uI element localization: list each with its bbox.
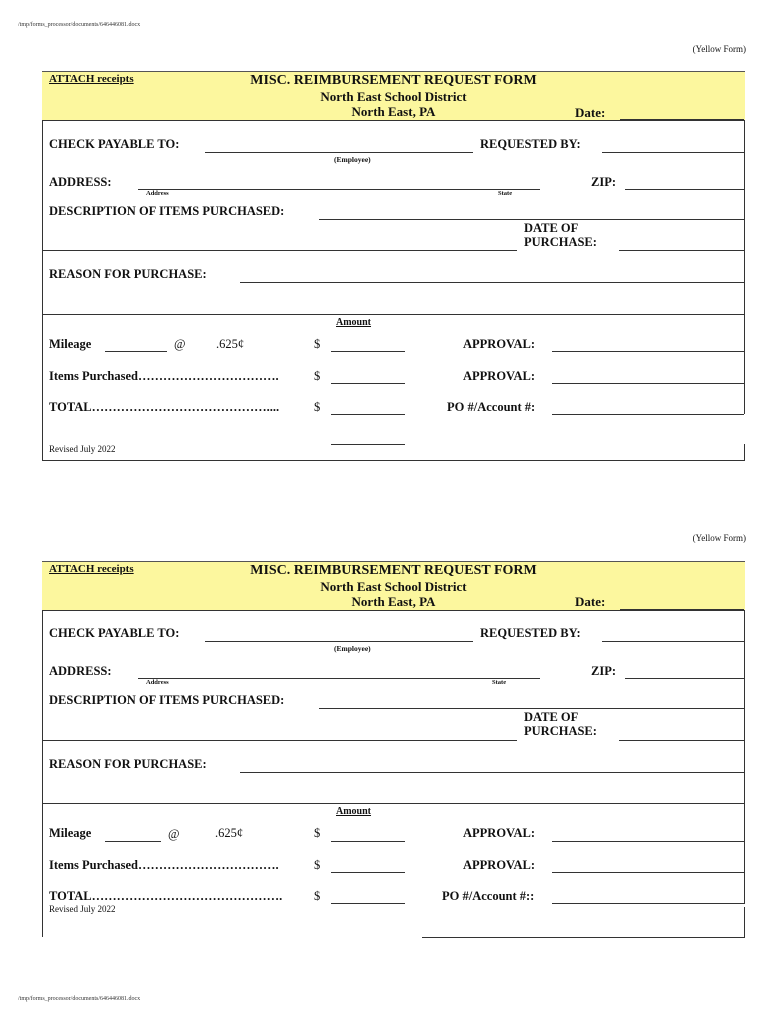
zip-label: ZIP:	[591, 175, 616, 189]
district-location: North East, PA	[351, 104, 436, 119]
divider	[42, 610, 745, 611]
date-of-label: DATE OF	[524, 710, 579, 724]
form-left-border	[42, 610, 43, 937]
requested-by-field[interactable]	[602, 152, 744, 153]
reason-field[interactable]	[240, 282, 744, 283]
dollar-sign: $	[314, 400, 321, 414]
district-name: North East School District	[320, 89, 467, 104]
purchase-label: PURCHASE:	[524, 724, 597, 738]
revised-note: Revised July 2022	[49, 904, 116, 914]
revised-note: Revised July 2022	[49, 444, 116, 454]
form-right-border	[744, 907, 745, 937]
form-header	[42, 561, 745, 610]
form-color-tag: (Yellow Form)	[692, 44, 746, 54]
form-header	[42, 71, 745, 120]
dollar-sign: $	[314, 337, 321, 351]
state-sublabel: State	[498, 190, 513, 197]
mileage-rate: .625¢	[215, 826, 244, 840]
date-of-purchase-field[interactable]	[619, 250, 744, 251]
mileage-field[interactable]	[105, 351, 167, 352]
approval-label-1: APPROVAL:	[463, 337, 535, 351]
form-left-border	[42, 120, 43, 460]
check-payable-label: CHECK PAYABLE TO:	[49, 137, 180, 151]
district-location: North East, PA	[351, 594, 436, 609]
date-label: Date:	[575, 105, 606, 120]
mileage-label: Mileage	[49, 826, 92, 840]
items-purchased-label: Items Purchased…………………………….	[49, 858, 279, 872]
zip-field[interactable]	[625, 678, 744, 679]
date-of-label: DATE OF	[524, 221, 579, 235]
form-right-border	[744, 444, 745, 460]
items-amount-field[interactable]	[331, 383, 405, 384]
approval-label-2: APPROVAL:	[463, 369, 535, 383]
date-label: Date:	[575, 594, 606, 609]
total-label: TOTAL……………………………………....	[49, 400, 280, 414]
form-bottom-border	[42, 460, 745, 461]
form-bottom-border	[422, 937, 745, 938]
employee-sublabel: (Employee)	[334, 155, 371, 164]
zip-field[interactable]	[625, 189, 744, 190]
form-right-border	[744, 120, 745, 414]
dollar-sign: $	[314, 889, 321, 903]
address-label: ADDRESS:	[49, 664, 112, 678]
description-field-2[interactable]	[42, 250, 517, 251]
purchase-label: PURCHASE:	[524, 235, 597, 249]
state-sublabel: State	[492, 679, 507, 686]
reason-field[interactable]	[240, 772, 744, 773]
reason-label: REASON FOR PURCHASE:	[49, 757, 207, 771]
dollar-sign: $	[314, 369, 321, 383]
description-field[interactable]	[319, 708, 744, 709]
divider	[42, 120, 745, 121]
requested-by-label: REQUESTED BY:	[480, 626, 581, 640]
district-name: North East School District	[320, 579, 467, 594]
requested-by-label: REQUESTED BY:	[480, 137, 581, 151]
extra-amount-field[interactable]	[331, 444, 405, 445]
po-account-label: PO #/Account #::	[442, 889, 535, 903]
amount-heading: Amount	[336, 806, 372, 817]
total-amount-field[interactable]	[331, 414, 405, 415]
check-payable-field[interactable]	[205, 641, 473, 642]
reimbursement-form-1	[42, 71, 745, 463]
check-payable-label: CHECK PAYABLE TO:	[49, 626, 180, 640]
address-sublabel: Address	[146, 679, 169, 686]
address-field[interactable]	[138, 678, 540, 679]
reason-field-2[interactable]	[42, 314, 745, 315]
total-label: TOTAL……………………………………….	[49, 889, 283, 903]
zip-label: ZIP:	[591, 664, 616, 678]
date-of-purchase-field[interactable]	[619, 740, 744, 741]
reimbursement-form-2	[42, 561, 745, 941]
attach-receipts-note: ATTACH receipts	[49, 73, 134, 85]
po-account-field[interactable]	[552, 903, 744, 904]
file-path-header: /tmp/forms_processor/documents/646446081.docx	[18, 22, 141, 28]
description-label: DESCRIPTION OF ITEMS PURCHASED:	[49, 693, 285, 707]
mileage-amount-field[interactable]	[331, 841, 405, 842]
mileage-field[interactable]	[105, 841, 161, 842]
description-label: DESCRIPTION OF ITEMS PURCHASED:	[49, 204, 285, 218]
approval-field-1[interactable]	[552, 841, 744, 842]
employee-sublabel: (Employee)	[334, 644, 371, 653]
approval-label-1: APPROVAL:	[463, 826, 535, 840]
po-account-label: PO #/Account #:	[447, 400, 536, 414]
at-symbol: @	[174, 337, 186, 351]
address-label: ADDRESS:	[49, 175, 112, 189]
form-title: MISC. REIMBURSEMENT REQUEST FORM	[250, 73, 537, 88]
file-path-footer: /tmp/forms_processor/documents/646446081.docx	[18, 996, 141, 1002]
approval-field-2[interactable]	[552, 383, 744, 384]
form-color-tag: (Yellow Form)	[692, 533, 746, 543]
check-payable-field[interactable]	[205, 152, 473, 153]
description-field-2[interactable]	[42, 740, 517, 741]
total-amount-field[interactable]	[331, 903, 405, 904]
items-purchased-label: Items Purchased…………………………….	[49, 369, 279, 383]
po-account-field[interactable]	[552, 414, 744, 415]
mileage-amount-field[interactable]	[331, 351, 405, 352]
dollar-sign: $	[314, 826, 321, 840]
address-field[interactable]	[138, 189, 540, 190]
form-title: MISC. REIMBURSEMENT REQUEST FORM	[250, 563, 537, 578]
approval-field-2[interactable]	[552, 872, 744, 873]
amount-heading: Amount	[336, 317, 372, 328]
reason-field-2[interactable]	[42, 803, 745, 804]
reason-label: REASON FOR PURCHASE:	[49, 267, 207, 281]
mileage-rate: .625¢	[216, 337, 245, 351]
mileage-label: Mileage	[49, 337, 92, 351]
attach-receipts-note: ATTACH receipts	[49, 563, 134, 575]
description-field[interactable]	[319, 219, 744, 220]
approval-field-1[interactable]	[552, 351, 744, 352]
approval-label-2: APPROVAL:	[463, 858, 535, 872]
items-amount-field[interactable]	[331, 872, 405, 873]
dollar-sign: $	[314, 858, 321, 872]
address-sublabel: Address	[146, 190, 169, 197]
at-symbol: @	[168, 827, 180, 841]
requested-by-field[interactable]	[602, 641, 744, 642]
form-right-border	[744, 610, 745, 904]
